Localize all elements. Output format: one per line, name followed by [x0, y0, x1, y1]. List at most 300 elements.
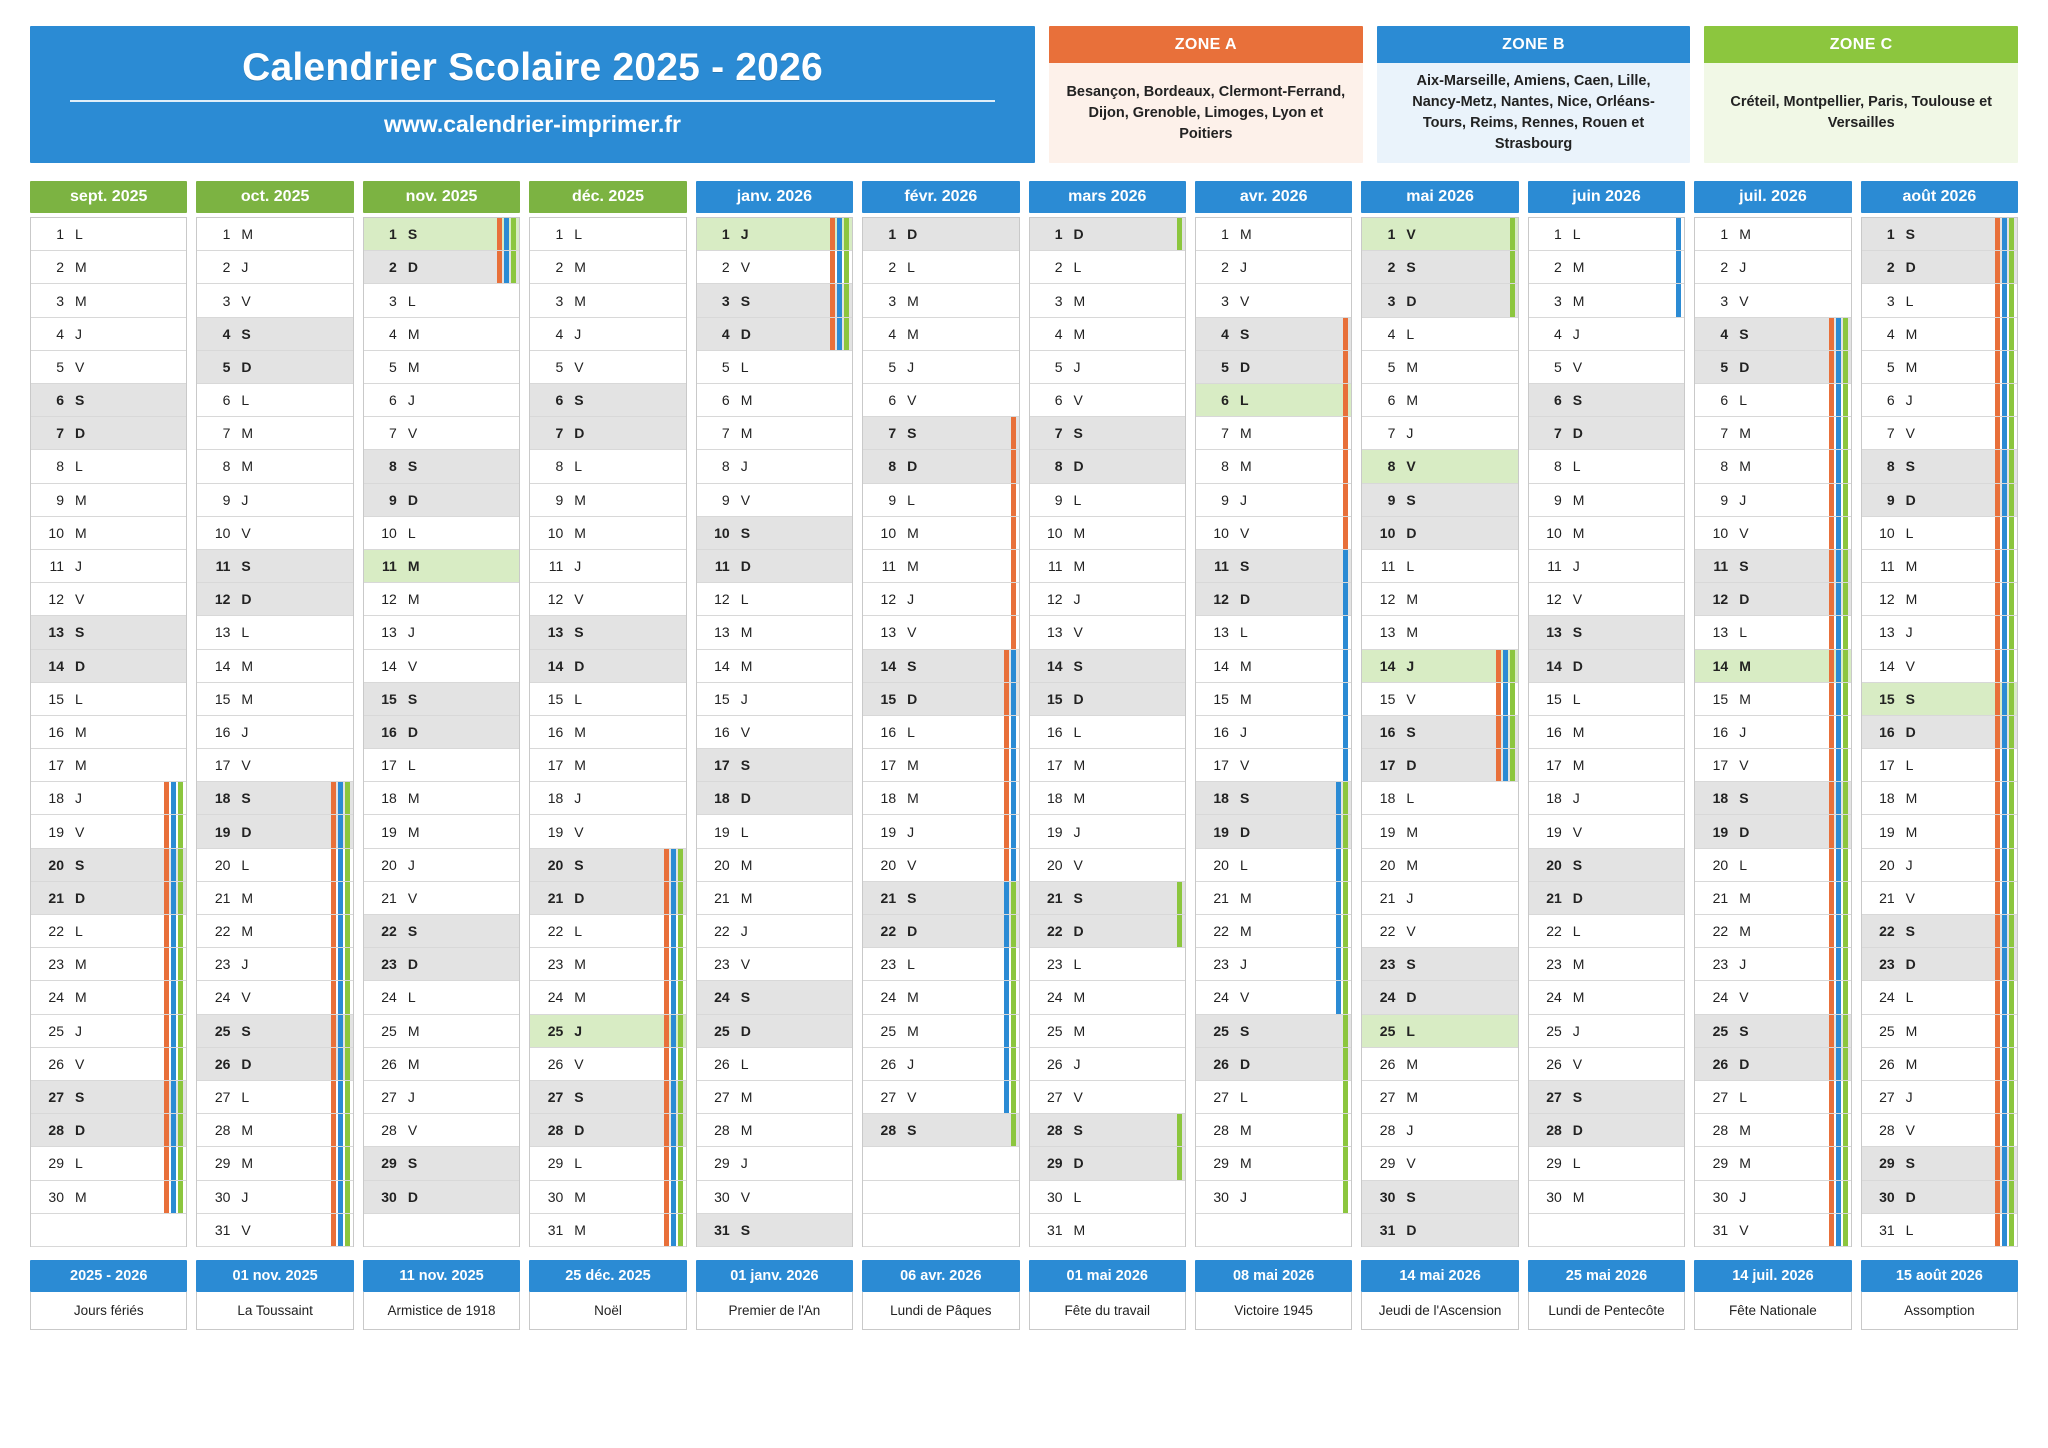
day-cell — [530, 716, 685, 749]
day-cell — [1030, 550, 1185, 583]
zone-b — [1377, 26, 1691, 163]
day-number: 22 — [714, 923, 730, 940]
vacation-stripe-zone-c — [844, 318, 849, 350]
day-letter: V — [407, 1122, 418, 1139]
day-cell — [1030, 1114, 1185, 1147]
vacation-stripes — [164, 1181, 183, 1213]
day-letter: D — [574, 425, 585, 442]
day-number: 4 — [721, 325, 730, 342]
holiday-date: 01 mai 2026 — [1029, 1260, 1186, 1292]
vacation-stripe-zone-b — [171, 1147, 176, 1179]
day-letter: D — [907, 923, 918, 940]
day-cell — [530, 616, 685, 649]
day-letter: V — [1073, 1089, 1083, 1106]
day-number: 12 — [381, 591, 397, 608]
vacation-stripes — [1177, 882, 1182, 914]
day-number: 11 — [548, 558, 564, 575]
day-number: 12 — [1213, 591, 1229, 608]
vacation-stripe-zone-b — [2002, 550, 2007, 582]
vacation-stripe-zone-a — [1995, 815, 2000, 847]
day-number: 23 — [1213, 956, 1229, 973]
day-cell — [530, 583, 685, 616]
day-letter: D — [407, 259, 418, 276]
vacation-stripe-zone-c — [1343, 882, 1348, 914]
day-cell — [1362, 981, 1517, 1014]
day-letter: M — [1239, 657, 1252, 674]
day-number: 12 — [1712, 591, 1729, 608]
day-number: 18 — [547, 790, 564, 807]
day-letter: S — [1905, 1155, 1915, 1172]
vacation-stripe-zone-a — [1496, 650, 1501, 682]
vacation-stripe-zone-a — [1829, 981, 1834, 1013]
vacation-stripe-zone-c — [345, 1114, 350, 1146]
day-letter: D — [1406, 757, 1417, 774]
vacation-stripes — [1829, 882, 1848, 914]
vacation-stripe-zone-b — [1836, 1048, 1841, 1080]
vacation-stripe-zone-a — [331, 815, 336, 847]
day-letter: M — [1073, 989, 1086, 1006]
day-number: 27 — [547, 1089, 564, 1106]
vacation-stripe-zone-b — [2002, 1147, 2007, 1179]
day-letter: M — [241, 889, 254, 906]
day-number: 19 — [1712, 823, 1729, 840]
day-number: 6 — [1554, 392, 1562, 409]
day-cell — [364, 915, 519, 948]
day-number: 2 — [888, 259, 897, 276]
day-number: 19 — [714, 823, 730, 840]
vacation-stripes — [1676, 218, 1681, 250]
day-letter: M — [1073, 1221, 1086, 1238]
vacation-stripes — [1829, 1147, 1848, 1179]
day-letter: J — [75, 558, 82, 575]
month-days — [862, 217, 1019, 1247]
day-letter: S — [740, 292, 751, 309]
holiday-label: Victoire 1945 — [1195, 1292, 1352, 1330]
day-number: 7 — [56, 425, 64, 442]
day-number: 21 — [381, 889, 397, 906]
day-cell — [31, 650, 186, 683]
holiday-item — [1195, 1260, 1352, 1330]
day-letter: V — [1905, 657, 1915, 674]
day-number: 7 — [1054, 425, 1063, 442]
day-letter: L — [1572, 1155, 1581, 1172]
day-cell — [1196, 1081, 1351, 1114]
month-header: juin 2026 — [1528, 181, 1685, 213]
vacation-stripes — [1336, 882, 1348, 914]
day-cell — [1529, 351, 1684, 384]
day-cell — [1030, 318, 1185, 351]
vacation-stripe-zone-b — [1836, 849, 1841, 881]
vacation-stripe-zone-a — [1995, 749, 2000, 781]
day-letter: L — [1905, 1221, 1914, 1238]
day-cell — [530, 849, 685, 882]
day-number: 20 — [547, 856, 564, 873]
vacation-stripe-zone-b — [1011, 650, 1016, 682]
day-cell — [1862, 716, 2017, 749]
day-cell — [530, 915, 685, 948]
day-number: 29 — [1046, 1155, 1063, 1172]
day-number: 17 — [714, 757, 730, 774]
day-cell — [1862, 882, 2017, 915]
vacation-stripe-zone-c — [1343, 1015, 1348, 1047]
vacation-stripes — [331, 1114, 350, 1146]
day-letter: D — [1572, 889, 1583, 906]
holiday-date: 14 juil. 2026 — [1694, 1260, 1851, 1292]
vacation-stripe-zone-b — [837, 284, 842, 316]
vacation-stripe-zone-a — [664, 1114, 669, 1146]
day-cell — [1030, 815, 1185, 848]
vacation-stripe-zone-c — [178, 948, 183, 980]
day-number: 11 — [1214, 558, 1229, 575]
day-cell — [530, 450, 685, 483]
day-number: 1 — [1720, 226, 1729, 243]
day-number: 30 — [547, 1188, 564, 1205]
day-letter: M — [574, 723, 586, 740]
day-number: 15 — [48, 690, 64, 707]
day-number: 12 — [880, 591, 897, 608]
zone-c-title: ZONE C — [1704, 26, 2018, 63]
month-header: août 2026 — [1861, 181, 2018, 213]
vacation-stripe-zone-c — [1843, 915, 1848, 947]
day-letter: S — [1073, 889, 1083, 906]
holiday-label: Assomption — [1861, 1292, 2018, 1330]
day-letter: V — [907, 624, 917, 641]
vacation-stripes — [164, 948, 183, 980]
vacation-stripes — [1829, 716, 1848, 748]
month-column — [1195, 181, 1352, 1247]
day-letter: J — [1905, 856, 1913, 873]
vacation-stripes — [1343, 583, 1348, 615]
vacation-stripe-zone-b — [338, 915, 343, 947]
day-cell — [1529, 417, 1684, 450]
vacation-stripe-zone-b — [2002, 417, 2007, 449]
vacation-stripe-zone-b — [1836, 1015, 1841, 1047]
day-number: 13 — [547, 624, 564, 641]
day-number: 10 — [1879, 524, 1895, 541]
day-number: 27 — [714, 1089, 730, 1106]
day-cell — [1362, 384, 1517, 417]
vacation-stripe-zone-a — [164, 1147, 169, 1179]
day-number: 13 — [714, 624, 730, 641]
vacation-stripe-zone-b — [2002, 981, 2007, 1013]
day-cell — [1695, 218, 1850, 251]
vacation-stripes — [1829, 1114, 1848, 1146]
day-cell-empty — [863, 1214, 1018, 1247]
day-cell — [364, 683, 519, 716]
day-letter: L — [574, 226, 583, 243]
website-link[interactable]: www.calendrier-imprimer.fr — [384, 110, 681, 137]
day-number: 16 — [48, 723, 64, 740]
vacation-stripes — [331, 1015, 350, 1047]
vacation-stripe-zone-a — [164, 981, 169, 1013]
day-cell — [1030, 351, 1185, 384]
day-letter: J — [1239, 1188, 1247, 1205]
day-cell — [1695, 351, 1850, 384]
vacation-stripes — [1343, 683, 1348, 715]
vacation-stripes — [1343, 517, 1348, 549]
day-letter: L — [907, 259, 915, 276]
day-cell — [1695, 583, 1850, 616]
day-letter: J — [574, 790, 582, 807]
vacation-stripe-zone-b — [1503, 683, 1508, 715]
day-cell — [1529, 517, 1684, 550]
holiday-date: 25 déc. 2025 — [529, 1260, 686, 1292]
vacation-stripe-zone-c — [1343, 1114, 1348, 1146]
day-number: 8 — [56, 458, 64, 475]
vacation-stripe-zone-b — [2002, 1181, 2007, 1213]
vacation-stripe-zone-b — [1343, 749, 1348, 781]
day-letter: S — [241, 1022, 251, 1039]
day-letter: S — [1739, 1022, 1749, 1039]
day-cell — [31, 1181, 186, 1214]
day-number: 23 — [1712, 956, 1729, 973]
vacation-stripe-zone-c — [1510, 650, 1515, 682]
day-number: 13 — [1046, 624, 1063, 641]
vacation-stripe-zone-a — [1004, 683, 1009, 715]
day-letter: S — [407, 226, 418, 243]
day-letter: S — [1739, 325, 1749, 342]
day-letter: D — [740, 558, 751, 575]
day-letter: L — [1239, 392, 1249, 409]
day-letter: M — [1572, 491, 1585, 508]
calendar-grid — [30, 181, 2018, 1247]
vacation-stripes — [1829, 616, 1848, 648]
day-letter: D — [1073, 1155, 1084, 1172]
day-number: 8 — [1886, 458, 1895, 475]
day-cell — [863, 351, 1018, 384]
vacation-stripes — [1829, 1214, 1848, 1246]
vacation-stripes — [1343, 1081, 1348, 1113]
day-number: 28 — [1213, 1122, 1229, 1139]
vacation-stripe-zone-c — [345, 1081, 350, 1113]
day-letter: V — [1239, 757, 1250, 774]
day-number: 22 — [1379, 923, 1396, 940]
vacation-stripe-zone-c — [1011, 915, 1016, 947]
day-cell — [31, 218, 186, 251]
day-cell — [1695, 1147, 1850, 1180]
day-number: 12 — [1046, 591, 1063, 608]
month-column — [1361, 181, 1518, 1247]
day-letter: L — [1905, 989, 1914, 1006]
day-cell — [1362, 1181, 1517, 1214]
day-number: 14 — [1046, 657, 1063, 674]
day-cell — [197, 384, 352, 417]
vacation-stripe-zone-c — [1843, 1181, 1848, 1213]
day-cell — [197, 583, 352, 616]
vacation-stripes — [1995, 318, 2014, 350]
month-days — [30, 217, 187, 1247]
day-letter: S — [1905, 690, 1915, 707]
day-letter: M — [1406, 392, 1419, 409]
day-cell — [31, 1048, 186, 1081]
vacation-stripe-zone-c — [1843, 981, 1848, 1013]
day-number: 14 — [214, 657, 231, 674]
vacation-stripes — [1829, 849, 1848, 881]
vacation-stripe-zone-b — [2002, 948, 2007, 980]
day-cell — [1862, 915, 2017, 948]
vacation-stripe-zone-b — [1343, 583, 1348, 615]
vacation-stripe-zone-c — [1843, 616, 1848, 648]
vacation-stripe-zone-b — [671, 882, 676, 914]
day-letter: L — [407, 757, 416, 774]
day-number: 28 — [381, 1122, 397, 1139]
day-number: 21 — [1879, 889, 1895, 906]
day-number: 11 — [1380, 558, 1396, 575]
vacation-stripe-zone-c — [1343, 815, 1348, 847]
vacation-stripes — [1496, 749, 1515, 781]
vacation-stripe-zone-b — [837, 218, 842, 250]
day-cell — [863, 417, 1018, 450]
day-cell — [364, 981, 519, 1014]
day-letter: L — [1073, 956, 1082, 973]
day-letter: J — [740, 923, 748, 940]
day-letter: D — [574, 657, 585, 674]
vacation-stripe-zone-c — [678, 1114, 683, 1146]
day-number: 25 — [1546, 1022, 1562, 1039]
day-number: 14 — [1546, 657, 1562, 674]
holiday-label: Fête Nationale — [1694, 1292, 1851, 1330]
vacation-stripe-zone-b — [2002, 251, 2007, 283]
day-letter: M — [907, 757, 919, 774]
vacation-stripe-zone-a — [1995, 782, 2000, 814]
vacation-stripes — [1011, 583, 1016, 615]
month-header: févr. 2026 — [862, 181, 1019, 213]
vacation-stripe-zone-a — [1829, 583, 1834, 615]
day-letter: D — [241, 358, 252, 375]
day-number: 9 — [222, 491, 231, 508]
day-number: 7 — [1554, 425, 1562, 442]
vacation-stripes — [1995, 915, 2014, 947]
vacation-stripe-zone-a — [664, 1181, 669, 1213]
vacation-stripe-zone-c — [1843, 882, 1848, 914]
day-letter: V — [1406, 1155, 1416, 1172]
day-cell — [1862, 550, 2017, 583]
day-number: 3 — [1054, 292, 1063, 309]
vacation-stripes — [1496, 716, 1515, 748]
vacation-stripe-zone-c — [2009, 882, 2014, 914]
day-number: 11 — [714, 558, 730, 575]
day-number: 23 — [1546, 956, 1562, 973]
day-number: 6 — [1886, 392, 1895, 409]
holiday-item — [1861, 1260, 2018, 1330]
day-letter: L — [1406, 790, 1415, 807]
day-number: 21 — [1712, 889, 1729, 906]
day-cell — [1030, 517, 1185, 550]
day-number: 7 — [555, 425, 564, 442]
day-number: 23 — [714, 956, 730, 973]
holiday-date: 08 mai 2026 — [1195, 1260, 1352, 1292]
day-number: 8 — [1054, 458, 1063, 475]
day-letter: J — [1406, 657, 1415, 674]
day-number: 7 — [721, 425, 730, 442]
day-number: 3 — [1886, 292, 1895, 309]
vacation-stripe-zone-c — [345, 849, 350, 881]
day-number: 26 — [547, 1055, 564, 1072]
day-letter: M — [241, 226, 254, 243]
day-cell — [1030, 948, 1185, 981]
day-letter: V — [1073, 856, 1083, 873]
day-number: 6 — [555, 392, 564, 409]
vacation-stripe-zone-c — [1843, 484, 1848, 516]
day-letter: D — [1073, 458, 1084, 475]
day-number: 16 — [880, 723, 897, 740]
day-number: 23 — [381, 956, 397, 973]
day-cell — [1529, 616, 1684, 649]
day-letter: L — [1239, 1089, 1248, 1106]
day-number: 17 — [1879, 757, 1895, 774]
day-letter: L — [574, 923, 583, 940]
day-number: 11 — [1547, 558, 1562, 575]
day-cell — [1529, 550, 1684, 583]
day-letter: M — [1739, 889, 1751, 906]
day-number: 16 — [547, 723, 564, 740]
day-letter: S — [1239, 1022, 1250, 1039]
day-cell — [697, 616, 852, 649]
day-number: 25 — [1379, 1022, 1396, 1039]
day-letter: S — [1905, 923, 1915, 940]
day-number: 20 — [48, 856, 64, 873]
day-number: 21 — [214, 889, 231, 906]
day-cell — [1695, 849, 1850, 882]
day-number: 14 — [381, 657, 397, 674]
vacation-stripe-zone-a — [664, 1048, 669, 1080]
day-letter: V — [1406, 923, 1416, 940]
day-letter: V — [407, 889, 418, 906]
vacation-stripe-zone-c — [178, 1048, 183, 1080]
day-number: 22 — [547, 923, 564, 940]
vacation-stripe-zone-c — [345, 1147, 350, 1179]
vacation-stripe-zone-a — [1011, 450, 1016, 482]
day-number: 13 — [880, 624, 897, 641]
vacation-stripe-zone-a — [164, 882, 169, 914]
day-cell — [1030, 1147, 1185, 1180]
day-letter: V — [75, 358, 85, 375]
day-cell — [31, 1081, 186, 1114]
vacation-stripe-zone-b — [671, 1114, 676, 1146]
day-cell — [1196, 284, 1351, 317]
day-number: 21 — [48, 889, 64, 906]
day-number: 27 — [1046, 1089, 1063, 1106]
day-number: 17 — [381, 757, 397, 774]
day-cell — [697, 583, 852, 616]
vacation-stripe-zone-b — [2002, 849, 2007, 881]
day-cell — [1529, 981, 1684, 1014]
vacation-stripes — [1829, 1181, 1848, 1213]
day-number: 29 — [1712, 1155, 1729, 1172]
vacation-stripes — [1995, 650, 2014, 682]
day-letter: D — [907, 226, 918, 243]
day-cell — [1030, 218, 1185, 251]
day-letter: V — [1406, 226, 1416, 243]
day-letter: M — [1073, 524, 1086, 541]
day-letter: M — [574, 292, 586, 309]
vacation-stripe-zone-a — [1995, 716, 2000, 748]
day-letter: J — [1406, 425, 1414, 442]
vacation-stripe-zone-a — [164, 849, 169, 881]
day-letter: M — [75, 259, 87, 276]
vacation-stripe-zone-b — [2002, 1214, 2007, 1246]
day-number: 22 — [1879, 923, 1895, 940]
vacation-stripe-zone-b — [171, 782, 176, 814]
day-letter: S — [1572, 1089, 1583, 1106]
day-letter: L — [241, 624, 250, 641]
vacation-stripe-zone-c — [2009, 318, 2014, 350]
day-cell-empty — [31, 1214, 186, 1247]
holiday-label: Armistice de 1918 — [363, 1292, 520, 1330]
day-cell — [1196, 550, 1351, 583]
day-cell — [1862, 650, 2017, 683]
day-letter: L — [1739, 624, 1748, 641]
